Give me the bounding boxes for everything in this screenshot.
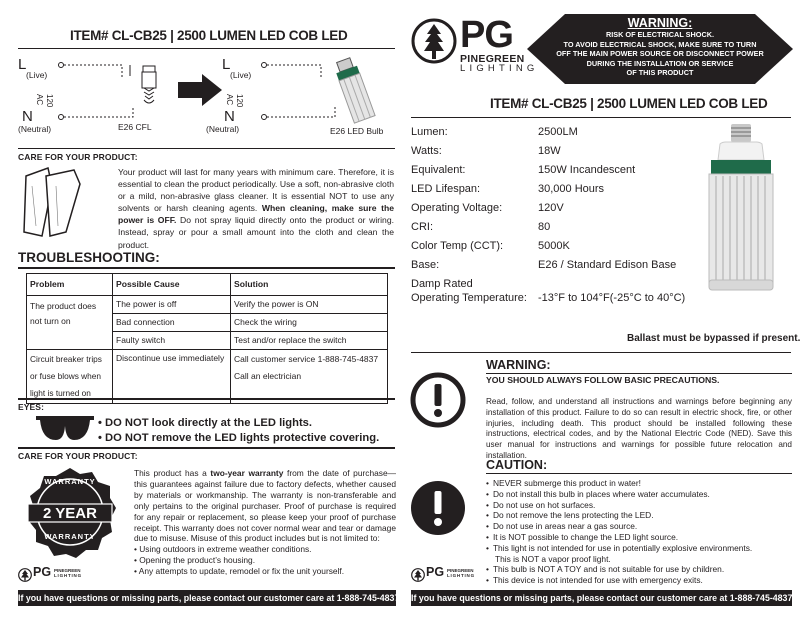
spec-label: Watts: <box>411 145 442 157</box>
spec-value: 2500LM <box>538 126 578 138</box>
warning-banner <box>527 16 793 78</box>
table-cell: Verify the power is ON <box>231 296 388 314</box>
wire-live-label-2: (Live) <box>230 70 252 80</box>
list-item: • NEVER submerge this product in water! <box>486 478 792 489</box>
spec-value: 5000K <box>538 240 570 252</box>
cfl-bulb-icon <box>142 66 156 103</box>
care-heading: CARE FOR YOUR PRODUCT: <box>18 152 138 162</box>
wire-voltage-label-2: 120 AC <box>225 94 244 108</box>
spec-value: 120V <box>538 202 564 214</box>
caution-list <box>486 478 792 586</box>
pinegreen-logo-icon <box>18 568 32 582</box>
warning-banner-title: WARNING: <box>627 16 693 30</box>
list-item: This is NOT a vapor proof light. <box>495 553 611 564</box>
badge-mid-text: 2 YEAR <box>43 505 97 522</box>
wire-n-label: N <box>22 108 33 125</box>
cloth-icon <box>22 166 84 240</box>
list-item: • Do not install this bulb in places where water accumulates. <box>486 489 792 500</box>
exclamation-filled-icon <box>410 480 466 536</box>
logo-name: PINEGREEN LIGHTING <box>54 568 82 578</box>
eyes-heading: EYES: <box>18 402 45 412</box>
table-cell: Faulty switch <box>113 332 231 350</box>
right-item-title: ITEM# CL-CB25 | 2500 LUMEN LED COB LED <box>490 96 768 111</box>
warning-text: Read, follow, and understand all instructions and warnings before beginning any installation of this product. Failure to do so can result in electric shock, fire, or other injuries, including death. This product should be installed following these instructions, electrical codes, and by the National Electric Code (NED). Save this user manual for instructions and warnings for possible future relocation and installation. <box>486 397 792 460</box>
spec-value: 150W Incandescent <box>538 164 636 176</box>
logo-pg-text: PG <box>33 565 52 579</box>
warranty-text: This product has a two-year warranty from the date of purchase—this guarantees against failure due to factory defects, whether caused by materials or workmanship. The warranty is non-transferable and only pertains to the original purchaser. Proof of purchase is required for any repair or replacement, so please keep your proof of purchase receipt. This warranty does not cover normal wear and tear or damage due to misuse. Misuse of this product includes but is not limited to: • Using outdoors in extreme weather conditions. • Opening the product’s housing. • Any attempts to update, remodel or fix the unit yourself. <box>134 468 396 577</box>
badge-top-text: WARRANTY <box>44 477 96 486</box>
table-cell: Bad connection <box>113 314 231 332</box>
spec-value: 80 <box>538 221 551 233</box>
warning-subheading: YOU SHOULD ALWAYS FOLLOW BASIC PRECAUTIONS. <box>486 375 720 385</box>
table-row <box>27 350 388 404</box>
list-item: • Do not remove the lens protecting the LED. <box>486 510 792 521</box>
list-item: • It is NOT possible to change the LED light source. <box>486 532 792 543</box>
spec-value: 18W <box>538 145 561 157</box>
ballast-note: Ballast must be bypassed if present. <box>627 333 801 344</box>
warranty-heading: CARE FOR YOUR PRODUCT: <box>18 451 138 461</box>
list-item: • This bulb is NOT A TOY and is not suitable for use by children. <box>486 564 792 575</box>
table-header: Solution <box>231 274 388 296</box>
divider <box>18 48 395 49</box>
wire-voltage-label: 120 AC <box>35 94 54 108</box>
spec-label: Equivalent: <box>411 164 466 176</box>
warning-heading: WARNING: <box>486 358 551 372</box>
logo-sub-text: LIGHTING <box>460 63 539 74</box>
spec-value: E26 / Standard Edison Base <box>538 259 677 271</box>
sunglasses-icon <box>34 410 96 446</box>
led-bulb-icon <box>333 56 375 123</box>
care-text: Your product will last for many years with minimum care. Therefore, it is essential to clean the product periodically. Use a soft, non-abrasive cloth or a mild, non-abrasive glass cleaner. It is essential NOT to use any solvents or harsh cleaning agents. When cleaning, make sure the power is OFF. Do not spray liquid directly onto the product or wiring. Instead, spray or pour a small amount into the cloth and clean the product. <box>118 167 394 250</box>
list-item: • This light is not intended for use in potentially explosive environments. <box>486 543 792 554</box>
list-item: • Do not use on hot surfaces. <box>486 500 792 511</box>
table-row <box>27 296 388 314</box>
logo-pg-text: PG <box>426 565 445 579</box>
logo-name-text: PINEGREEN <box>460 53 525 65</box>
spec-value: 30,000 Hours <box>538 183 605 195</box>
exclamation-icon <box>410 372 466 428</box>
table-header: Problem <box>27 274 113 296</box>
table-header: Possible Cause <box>113 274 231 296</box>
left-footer: If you have questions or missing parts, please contact our customer care at 1-888-745-4837 <box>18 590 396 606</box>
table-cell: Call customer service 1-888-745-4837 Call an electrician <box>231 350 388 404</box>
troubleshooting-heading: TROUBLESHOOTING: <box>18 250 160 265</box>
cfl-label: E26 CFL <box>118 122 152 132</box>
pinegreen-logo-icon <box>411 568 425 582</box>
table-cell: Discontinue use immediately <box>113 350 231 404</box>
left-item-title: ITEM# CL-CB25 | 2500 LUMEN LED COB LED <box>70 28 348 43</box>
led-bulb-product-image <box>704 122 778 296</box>
caution-heading: CAUTION: <box>486 458 548 472</box>
wire-neutral-label: (Neutral) <box>18 124 52 134</box>
spec-label: Operating Temperature: <box>411 292 527 304</box>
list-item: • Do not use in areas near a gas source. <box>486 521 792 532</box>
wire-live-label: (Live) <box>26 70 48 80</box>
table-cell: Circuit breaker trips or fuse blows when light is turned on <box>27 350 113 404</box>
spec-label: CRI: <box>411 221 433 233</box>
spec-label: Lumen: <box>411 126 448 138</box>
table-header-row <box>27 274 388 296</box>
wire-l-label-2: L <box>222 56 231 73</box>
wire-l-label: L <box>18 56 27 73</box>
table-cell: Check the wiring <box>231 314 388 332</box>
table-cell: The power is off <box>113 296 231 314</box>
wire-neutral-label-2: (Neutral) <box>206 124 240 134</box>
logo-pg-text: PG <box>460 14 513 56</box>
list-item: • This device is not intended for use with emergency exits. <box>486 575 792 586</box>
right-footer: If you have questions or missing parts, please contact our customer care at 1-888-745-4837 <box>411 590 792 606</box>
spec-label: LED Lifespan: <box>411 183 481 195</box>
eyes-warnings: • DO NOT look directly at the LED lights. • DO NOT remove the LED lights protective covering. <box>98 417 380 444</box>
warning-banner-text: RISK OF ELECTRICAL SHOCK. TO AVOID ELECTRICAL SHOCK, MAKE SURE TO TURN OFF THE MAIN POWER SOURCE OR DISCONNECT POWER DURING THE INSTALLATION OR SERVICE OF THIS PRODUCT <box>556 30 764 77</box>
table-cell: The product does not turn on <box>27 296 113 350</box>
pinegreen-logo-icon <box>411 18 457 64</box>
spec-label: Color Temp (CCT): <box>411 240 504 252</box>
spec-label: Damp Rated <box>411 278 473 290</box>
arrow-icon <box>178 74 222 106</box>
table-cell: Test and/or replace the switch <box>231 332 388 350</box>
troubleshooting-table <box>26 273 388 404</box>
led-label: E26 LED Bulb <box>330 126 384 136</box>
wire-n-label-2: N <box>224 108 235 125</box>
spec-label: Base: <box>411 259 440 271</box>
spec-value: -13°F to 104°F(-25°C to 40°C) <box>538 292 686 304</box>
badge-bottom-text: WARRANTY <box>44 532 96 541</box>
spec-label: Operating Voltage: <box>411 202 503 214</box>
logo-name: PINEGREEN LIGHTING <box>447 568 475 578</box>
